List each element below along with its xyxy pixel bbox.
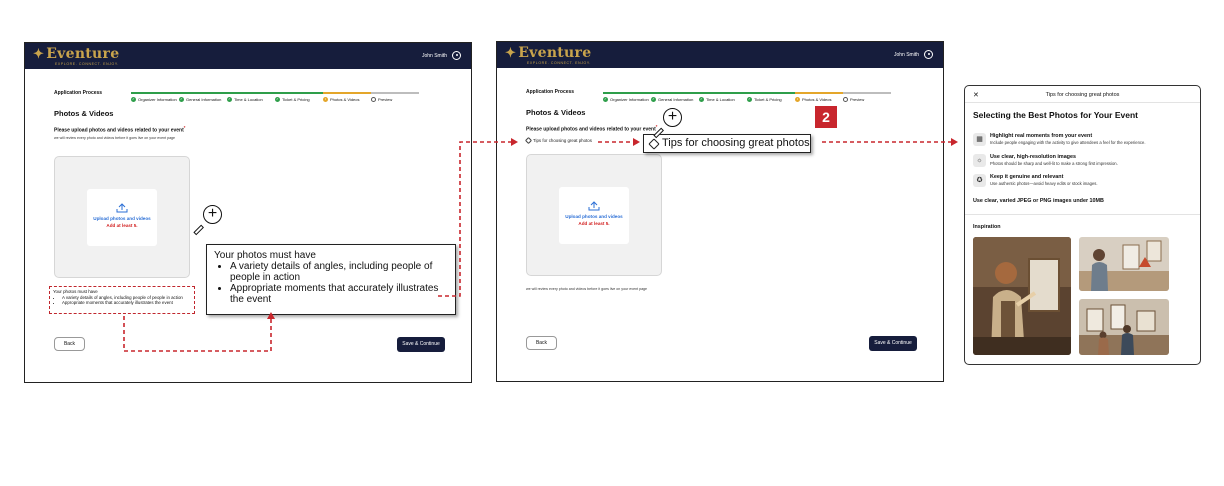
upload-label: Upload photos and videos [565, 214, 623, 219]
check-icon: ✓ [228, 97, 231, 101]
brand-tagline: EXPLORE. CONNECT. ENJOY. [527, 61, 591, 65]
callout-item: • Appropriate moments that accurately illustrates the event [230, 283, 448, 305]
tip-desc: Photos should be sharp and well-lit to make a strong first impression. [990, 161, 1118, 166]
save-continue-button[interactable]: Save & Continue [869, 336, 917, 351]
step-label: Organizer Information [138, 97, 177, 102]
check-icon: ✓ [652, 97, 655, 101]
prompt-text: Please upload photos and videos related to your event [54, 127, 184, 134]
tips-link-label: Tips for choosing great photos [533, 138, 592, 143]
callout-title: Your photos must have [214, 250, 316, 261]
required-mark: * [183, 125, 186, 130]
step-label: General Information [186, 97, 222, 102]
badge-icon: ✪ [973, 174, 986, 187]
tip-desc: Use authentic photos—avoid heavy edits or stock images. [990, 181, 1098, 186]
required-mark: * [655, 124, 658, 129]
tips-callout-label: Tips for choosing great photos [662, 137, 810, 149]
requirement-item: • Appropriate moments that accurately illustrates the event [62, 300, 191, 306]
brand-tagline: EXPLORE. CONNECT. ENJOY. [55, 62, 119, 66]
callout-item: • A variety details of angles, including people of people in action [230, 261, 448, 283]
back-button[interactable]: Back [526, 336, 557, 350]
step-label: Organizer Information [610, 97, 649, 102]
arrowhead [511, 138, 518, 146]
connector-line [124, 316, 271, 351]
close-icon[interactable]: ✕ [973, 92, 979, 99]
tip-title: Keep it genuine and relevant [990, 174, 1064, 180]
brand-name: Eventure [46, 46, 120, 62]
logo-mark-icon: ✦ [505, 46, 517, 61]
arrowhead [951, 138, 958, 146]
step-label: Preview [850, 97, 865, 102]
check-icon: ✓ [604, 97, 607, 101]
upload-label: Upload photos and videos [93, 216, 151, 221]
section-title: Photos & Videos [54, 109, 114, 118]
brand-name: Eventure [518, 45, 592, 61]
review-note: we will review every photo and videos before it goes live on your event page [54, 136, 176, 140]
requirements-title: Your photos must have [53, 289, 98, 294]
connector-line [438, 142, 512, 296]
arrowhead [267, 312, 275, 319]
clock-icon: • [324, 97, 327, 101]
check-icon: ✓ [748, 97, 751, 101]
tip-desc: Include people engaging with the activity to give attendees a feel for the experience. [990, 140, 1146, 145]
step-label: Time & Location [234, 97, 263, 102]
user-name: John Smith [421, 52, 447, 59]
step-label: Preview [378, 97, 393, 102]
check-icon: ✓ [276, 97, 279, 101]
section-title: Photos & Videos [526, 108, 586, 117]
format-note: Use clear, varied JPEG or PNG images under 10MB [973, 198, 1104, 204]
upload-minimum: Add at least 5. [106, 223, 138, 228]
back-button[interactable]: Back [54, 337, 85, 351]
requirement-item: • A variety details of angles, including people of people in action [62, 295, 191, 301]
step-label: Photos & Videos [330, 97, 360, 102]
clock-icon: • [796, 97, 799, 101]
save-continue-button[interactable]: Save & Continue [397, 337, 445, 352]
modal-heading: Selecting the Best Photos for Your Event [973, 110, 1138, 120]
prompt-text: Please upload photos and videos related to your event [526, 126, 656, 133]
step-number-badge: 2 [815, 106, 837, 128]
user-name: John Smith [893, 51, 919, 58]
review-note: we will review every photo and videos before it goes live on your event page [526, 287, 648, 291]
upload-minimum: Add at least 5. [578, 221, 610, 226]
inspiration-label: Inspiration [973, 224, 1001, 230]
check-icon: ✓ [132, 97, 135, 101]
sun-icon: ☼ [973, 154, 986, 167]
check-icon: ✓ [180, 97, 183, 101]
arrowhead [633, 138, 640, 146]
step-label: Photos & Videos [802, 97, 832, 102]
step-label: General Information [658, 97, 694, 102]
tip-title: Highlight real moments from your event [990, 133, 1093, 139]
modal-top-title: Tips for choosing great photos [1045, 92, 1120, 98]
step-label: Ticket & Pricing [282, 97, 310, 102]
application-process-label: Application Process [526, 89, 575, 95]
application-process-label: Application Process [54, 90, 103, 96]
step-label: Ticket & Pricing [754, 97, 782, 102]
step-label: Time & Location [706, 97, 735, 102]
logo-mark-icon: ✦ [33, 47, 45, 62]
check-icon: ✓ [700, 97, 703, 101]
tip-title: Use clear, high-resolution images [990, 154, 1076, 160]
gallery-icon: ▦ [973, 133, 986, 146]
